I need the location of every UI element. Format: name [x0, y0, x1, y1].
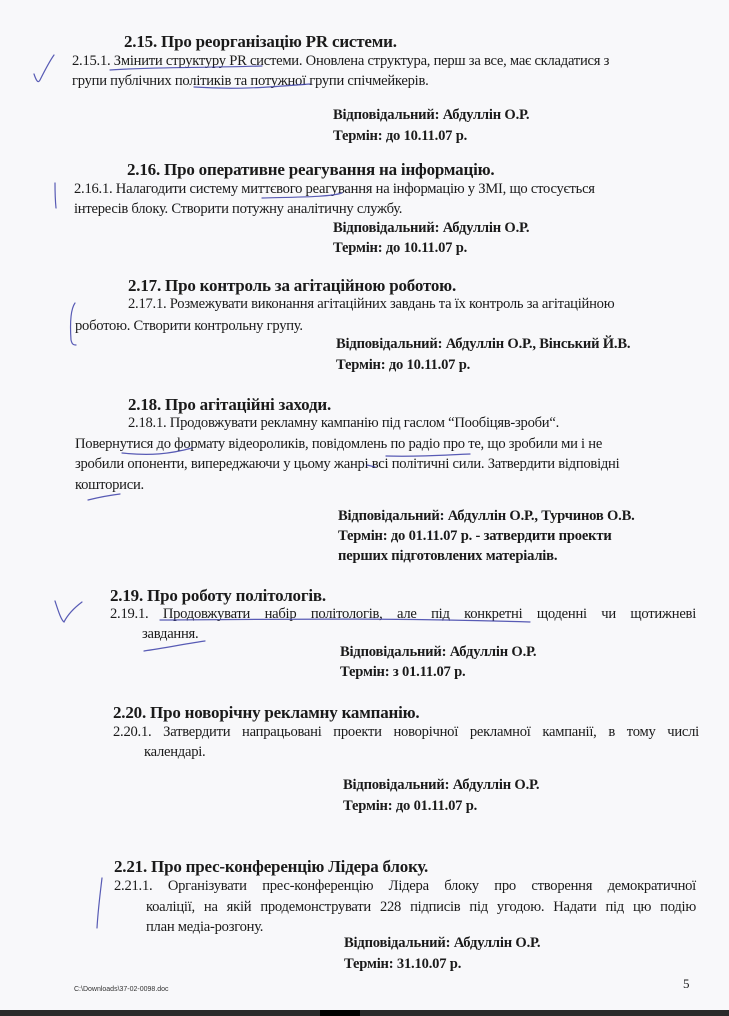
section-2-17-line-1: 2.17.1. Розмежувати виконання агітаційних завдань та їх контроль за агітаційною	[128, 296, 615, 312]
page-number: 5	[683, 976, 690, 991]
section-2-15-line-1: 2.15.1. Змінити структуру PR системи. Оновлена структура, перш за все, має складатися з	[72, 53, 610, 69]
margin-line-mark	[55, 183, 56, 208]
section-2-21-line-2-wrap	[146, 899, 696, 916]
section-2-15-deadline: Термін: до 10.11.07 р.	[333, 128, 468, 144]
section-2-16-line-1: 2.16.1. Налагодити систему миттєвого реагування на інформацію у ЗМІ, що стосується	[74, 181, 595, 197]
section-2-16-line-2: інтересів блоку. Створити потужну аналітичну службу.	[74, 201, 403, 217]
section-2-19-line-1-wrap	[110, 606, 696, 623]
section-2-19-line-2: завдання.	[142, 626, 199, 642]
margin-line-mark	[97, 878, 102, 928]
section-2-18-line-2: Повернутися до формату відеороликів, повідомлень по радіо про те, що зробили ми і не	[75, 436, 603, 452]
section-heading-2-21: 2.21. Про прес-конференцію Лідера блоку.	[114, 857, 429, 876]
section-2-21-line-1-wrap	[114, 878, 696, 895]
section-2-19-line-1: 2.19.1. Продовжувати набір політологів, але під конкретні щоденні чи щотижневі	[110, 606, 696, 622]
checkmark-icon	[55, 601, 82, 622]
checkmark-icon	[34, 55, 54, 82]
section-2-21-deadline: Термін: 31.10.07 р.	[344, 956, 462, 972]
section-2-20-line-1: 2.20.1. Затвердити напрацьовані проекти новорічної рекламної кампанії, в тому числі	[113, 724, 699, 740]
section-2-20-line-2: календарі.	[144, 744, 206, 760]
section-heading-2-17: 2.17. Про контроль за агітаційною роботою.	[128, 276, 457, 295]
section-2-19-deadline: Термін: з 01.11.07 р.	[340, 664, 466, 680]
section-2-16-responsible: Відповідальний: Абдуллін О.Р.	[333, 220, 530, 236]
section-2-18-deadline-line-2: перших підготовлених матеріалів.	[338, 548, 558, 564]
section-2-19-responsible: Відповідальний: Абдуллін О.Р.	[340, 644, 537, 660]
section-2-18-line-3: зробили опоненти, випереджаючи у цьому жанрі всі політичні сили. Затвердити відповідні	[75, 456, 620, 472]
section-2-21-line-1: 2.21.1. Організувати прес-конференцію Лідера блоку про створення демократичної	[114, 878, 696, 894]
section-2-16-deadline: Термін: до 10.11.07 р.	[333, 240, 468, 256]
section-2-20-line-1-wrap	[113, 724, 699, 741]
footer-file-path: C:\Downloads\37-02-0098.doc	[74, 986, 169, 993]
section-2-21-line-3: план медіа-розгону.	[146, 919, 264, 935]
section-heading-2-16: 2.16. Про оперативне реагування на інформацію.	[127, 160, 495, 179]
section-heading-2-15: 2.15. Про реорганізацію PR системи.	[124, 32, 397, 51]
section-2-17-line-2: роботою. Створити контрольну групу.	[75, 318, 303, 334]
section-2-20-responsible: Відповідальний: Абдуллін О.Р.	[343, 777, 540, 793]
scanner-edge	[0, 1010, 729, 1016]
section-heading-2-19: 2.19. Про роботу політологів.	[110, 586, 326, 605]
scanner-edge-shadow	[320, 1010, 360, 1016]
section-heading-2-20: 2.20. Про новорічну рекламну кампанію.	[113, 703, 420, 722]
section-2-17-deadline: Термін: до 10.11.07 р.	[336, 357, 471, 373]
section-2-15-line-2: групи публічних політиків та потужної групи спічмейкерів.	[72, 73, 429, 89]
stroke-mark	[88, 494, 120, 500]
section-2-18-deadline-line-1: Термін: до 01.11.07 р. - затвердити проекти	[338, 528, 612, 544]
section-2-20-deadline: Термін: до 01.11.07 р.	[343, 798, 478, 814]
section-2-18-responsible: Відповідальний: Абдуллін О.Р., Турчинов О.В.	[338, 508, 635, 524]
section-2-15-responsible: Відповідальний: Абдуллін О.Р.	[333, 107, 530, 123]
section-heading-2-18: 2.18. Про агітаційні заходи.	[128, 395, 331, 414]
section-2-21-line-2: коаліції, на якій продемонструвати 228 підписів під угодою. Надати під цю подію	[146, 899, 696, 915]
section-2-21-responsible: Відповідальний: Абдуллін О.Р.	[344, 935, 541, 951]
section-2-18-line-4: кошториси.	[75, 477, 144, 493]
section-2-17-responsible: Відповідальний: Абдуллін О.Р., Вінський Й.В.	[336, 336, 631, 352]
section-2-18-line-1: 2.18.1. Продовжувати рекламну кампанію під гаслом “Пообіцяв-зроби“.	[128, 415, 559, 431]
